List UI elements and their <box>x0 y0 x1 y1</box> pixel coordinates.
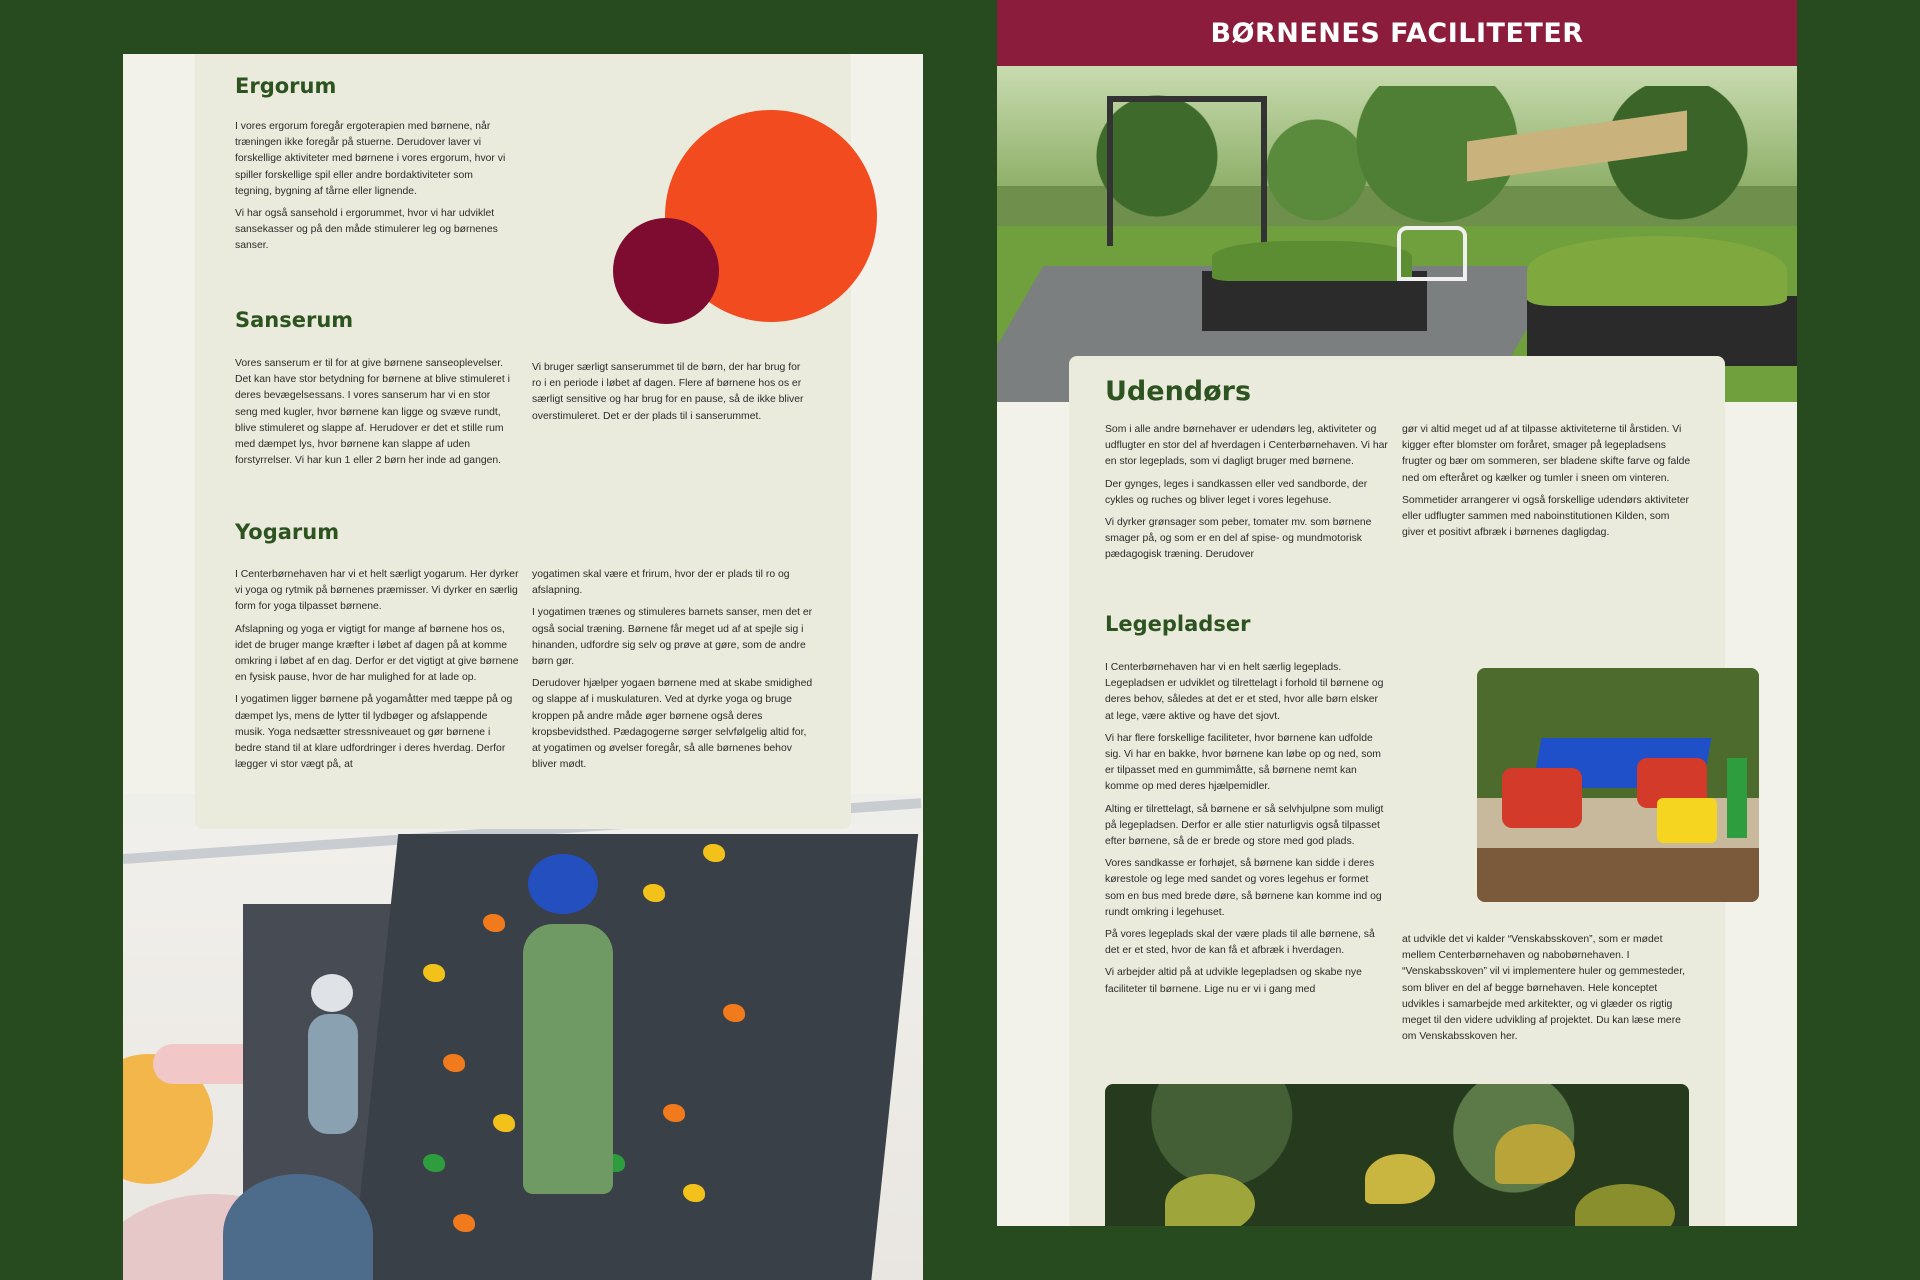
content-card-right <box>1069 356 1725 1226</box>
sanserum-paragraph: Vi bruger særligt sanserummet til de børn, der har brug for ro i en periode i løbet af dagen. Flere af børnene hos os er særligt sensitive og har brug for en pause, så de ikke bliver overstimuleret. Det er der plads til i sanserummet. <box>532 362 804 422</box>
legepladser-paragraph: På vores legeplads skal der være plads til alle børnene, så det er et sted, hvor de kan få et afbræk i hverdagen. <box>1105 929 1375 957</box>
yogarum-paragraph: Afslapning og yoga er vigtigt for mange af børnene hos os, idet de bruger mange kræfter i løbet af dagen på at komme omkring i løbet af en dag. Derfor er det vigtigt at give børnene en fysisk pause, hvor de har mulighed for at lade op. <box>235 623 519 684</box>
yogarum-paragraph: I yogatimen ligger børnene på yogamåtter med tæppe på og dæmpet lys, mens de lytter til lydbøger og afslappende musik. Yoga nedsætter stressniveauet og gør børnene i bedre stand til at klare udfordringer i deres hverdag. Derfor lægger vi stor vægt på, at <box>235 694 513 771</box>
legepladser-paragraph: Vi arbejder altid på at udvikle legepladsen og skabe nye faciliteter til børnene. Lige nu er vi i gang med <box>1105 967 1362 995</box>
ergorum-paragraph: I vores ergorum foregår ergoterapien med børnene, når træningen ikke foregår på stuerne. Derudover laver vi forskellige aktiviteter med børnene i vores ergorum, hvor vi spiller forskellige spil eller andre bordaktiviteter som tegning, bygning af tårne eller lignende. <box>235 121 506 197</box>
sanserum-paragraph: Vores sanserum er til for at give børnene sanseoplevelser. Det kan have stor betydning for børnene at blive stimuleret i deres bevægelsessans. I vores sanserum har vi en stor seng med kugler, hvor børnene kan ligge og svæve rundt, blive stimuleret og slappe af. Herudover er det et stille rum med dæmpet lys, hvor børnene kan slappe af uden forstyrrelser. Vi har kun 1 eller 2 børn her inde ad gangen. <box>235 358 510 467</box>
climbing-wall <box>348 834 918 1280</box>
wooden-edge <box>1477 848 1759 902</box>
udendors-paragraph: Vi dyrker grønsager som peber, tomater mv. som børnene smager på, og som er en del af spise- og mundmotorisk pædagogisk træning. Derudover <box>1105 517 1372 561</box>
legepladser-paragraph: Vores sandkasse er forhøjet, så børnene kan sidde i deres kørestole og lege med sandet og vores legehus er formet som en bus med brede døre, så børnene kan komme ind og rundt omkring i legehuset. <box>1105 858 1382 918</box>
legepladser-heading: Legepladser <box>1105 612 1251 636</box>
leaf <box>1495 1124 1575 1184</box>
climbing-hold <box>453 1214 475 1232</box>
decorative-circle-burgundy <box>613 218 719 324</box>
yogarum-text-col2 <box>532 567 816 779</box>
climbing-hold <box>703 844 725 862</box>
legepladser-paragraph: at udvikle det vi kalder “Venskabsskoven”, som er mødet mellem Centerbørnehaven og nabobørnehaven. I “Venskabsskoven” vil vi implementere huler og gemmesteder, som bliver en del af begge børnehaven. Hele konceptet udvikles i samarbejde med arkitekter, og vi glæder os rigtig meget til den videre udvikling af projektet. Du kan læse mere om Venskabsskoven her. <box>1402 934 1685 1043</box>
playground-photo <box>997 66 1797 402</box>
toy-green <box>1727 758 1747 838</box>
content-card-left <box>195 54 851 829</box>
yogarum-paragraph: yogatimen skal være et frirum, hvor der er plads til ro og afslapning. <box>532 569 790 597</box>
leaf <box>1165 1174 1255 1226</box>
child-climber-small <box>308 1014 358 1134</box>
climbing-hold <box>723 1004 745 1022</box>
ergorum-text <box>235 119 511 261</box>
udendors-text-col2 <box>1402 422 1692 547</box>
climbing-hold <box>663 1104 685 1122</box>
climbing-hold <box>683 1184 705 1202</box>
sandbox-toys-photo <box>1477 668 1759 902</box>
page-title: BØRNENES FACILITETER <box>1210 17 1584 49</box>
climbing-hold <box>493 1114 515 1132</box>
udendors-paragraph: Der gynges, leges i sandkassen eller ved sandborde, der cykles og ruches og bliver leget i vores legehuse. <box>1105 478 1368 506</box>
sanserum-text-col2 <box>532 360 812 431</box>
legepladser-paragraph: I Centerbørnehaven har vi en helt særlig legeplads. Legepladsen er udviklet og tilrettelagt i forhold til børnene og deres behov, således at det er et sted, hvor alle børn elsker at lege, være aktive og have det sjovt. <box>1105 662 1384 722</box>
legepladser-text-col1 <box>1105 660 1389 1004</box>
page-header <box>997 0 1797 66</box>
climbing-hold <box>483 914 505 932</box>
plants-photo <box>1105 1084 1689 1226</box>
yogarum-text-col1 <box>235 567 519 779</box>
yogarum-paragraph: Derudover hjælper yogaen børnene med at skabe smidighed og slappe af i muskulaturen. Ved at dyrke yoga og bruge kroppen på andre måde øger børnene også deres kropsbevidsthed. Pædagogerne sørger selvfølgelig altid for, at yogatimen og øvelser foregår, så alle børnenes behov bliver mødt. <box>532 678 813 771</box>
udendors-paragraph: Som i alle andre børnehaver er udendørs leg, aktiviteter og udflugter en stor del af hverdagen i Centerbørnehaven. Vi har en stor legeplads, som vi dagligt bruger med børnene. <box>1105 424 1388 468</box>
legepladser-paragraph: Vi har flere forskellige faciliteter, hvor børnene kan udfolde sig. Vi har en bakke, hvor børnene kan løbe op og ned, som er tilpasset med en gummimåtte, så børnene nemt kan komme op med deres hjælpemidler. <box>1105 732 1381 793</box>
yogarum-heading: Yogarum <box>235 520 340 544</box>
legepladser-text-col2 <box>1402 932 1692 1051</box>
helmet-small <box>311 974 353 1012</box>
leaf <box>1365 1154 1435 1204</box>
left-page <box>123 54 923 1280</box>
udendors-heading: Udendørs <box>1105 376 1252 407</box>
right-page <box>997 0 1797 1226</box>
climbing-hold <box>643 884 665 902</box>
udendors-text-col1 <box>1105 422 1389 570</box>
climbing-hold <box>423 1154 445 1172</box>
sanserum-text-col1 <box>235 356 515 475</box>
climbing-hold <box>423 964 445 982</box>
swing-set <box>1107 96 1267 246</box>
toy-truck-yellow <box>1657 798 1717 843</box>
udendors-paragraph: gør vi altid meget ud af at tilpasse aktiviteterne til årstiden. Vi kigger efter blomster om foråret, smager på legepladsens frugter og bær om sommeren, ser bladene skifte farve og falde ned om efteråret og kælker og tumler i sneen om vinteren. <box>1402 424 1691 484</box>
udendors-paragraph: Sommetider arrangerer vi også forskellige udendørs aktiviteter eller udflugter sammen med naboinstitutionen Kilden, som giver et positivt afbræk i børnenes dagligdag. <box>1402 494 1690 539</box>
sanserum-heading: Sanserum <box>235 308 354 332</box>
legepladser-paragraph: Alting er tilrettelagt, så børnene er så selvhjulpne som muligt på legepladsen. Derfor er alle stier naturligvis også tilpasset efter børnene, så de er brede og store med god plads. <box>1105 803 1384 848</box>
yogarum-paragraph: I yogatimen trænes og stimuleres barnets sanser, men det er også social træning. Børnene får meget ud af at spejle sig i hinanden, udfordre sig selv og prøve at gøre, som de andre børn gør. <box>532 607 813 668</box>
child-climber <box>523 924 613 1194</box>
raised-bed <box>1202 271 1427 331</box>
ergorum-paragraph: Vi har også sansehold i ergorummet, hvor vi har udviklet sansekasser og på den måde stimulerer leg og børnenes sanser. <box>235 208 498 252</box>
helmet-blue <box>528 854 598 914</box>
toy-truck-red <box>1502 768 1582 828</box>
climbing-hold <box>443 1054 465 1072</box>
ergorum-heading: Ergorum <box>235 74 337 98</box>
climbing-wall-photo <box>123 794 923 1280</box>
garden-chair <box>1397 226 1467 281</box>
yogarum-paragraph: I Centerbørnehaven har vi et helt særligt yogarum. Her dyrker vi yoga og rytmik på børnenes præmisser. Vi dyrker en særlig form for yoga tilpasset børnene. <box>235 569 519 613</box>
